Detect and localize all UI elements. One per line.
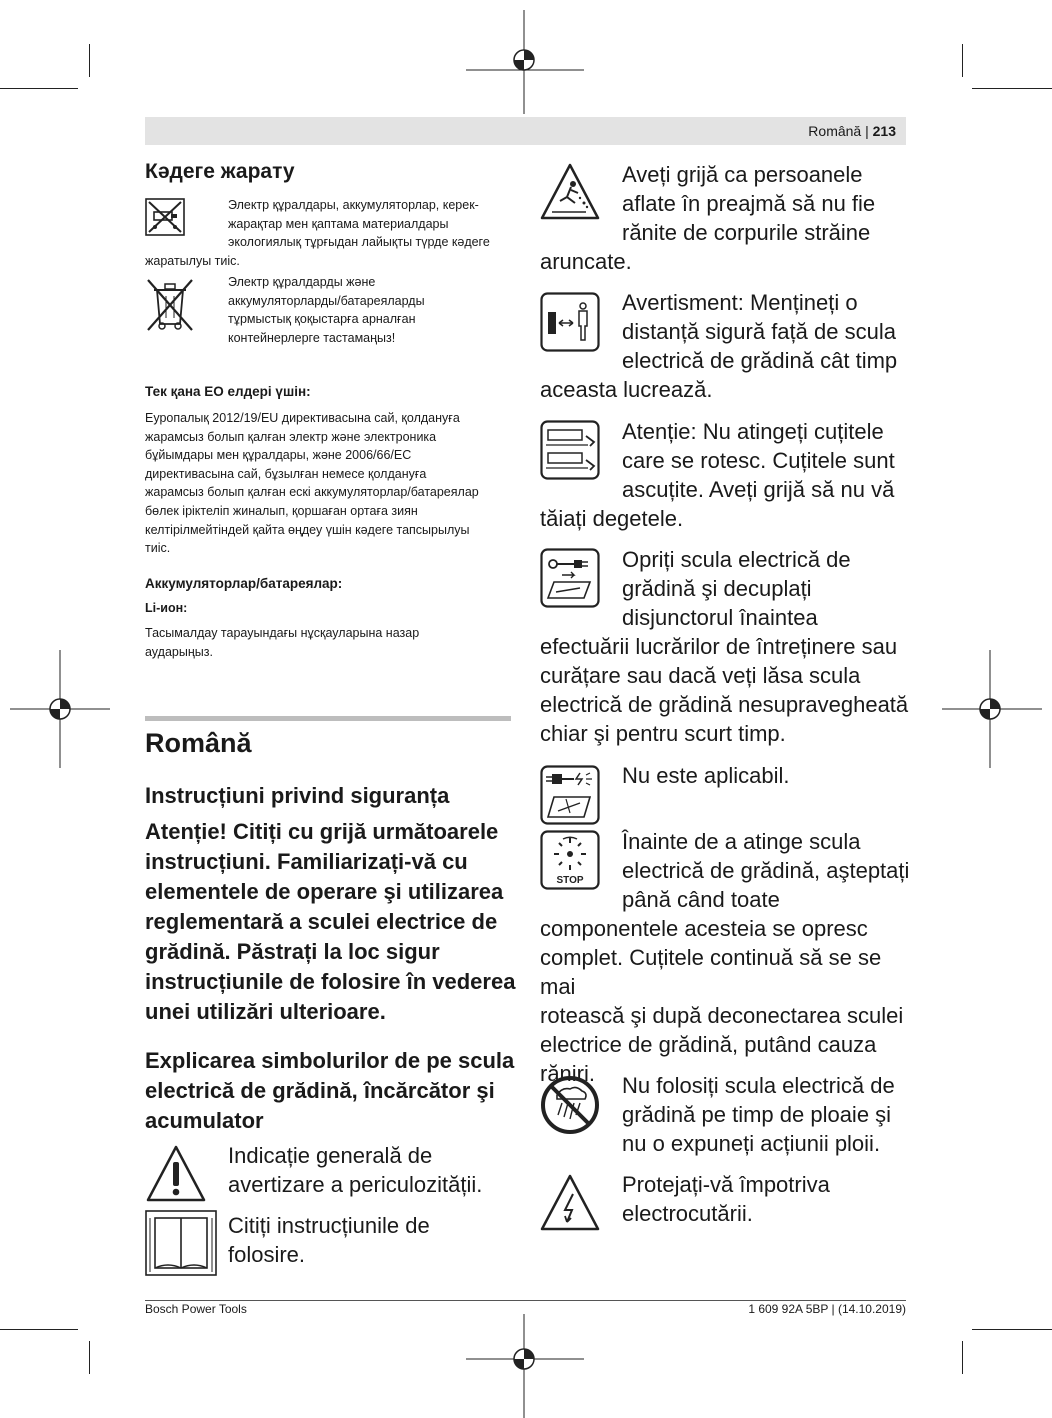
header-separator: | [865, 123, 869, 139]
disposal-heading: Кәдеге жарату [145, 160, 295, 183]
crossed-bin-icon [145, 278, 195, 332]
header-label [808, 117, 906, 145]
safety-heading: Instrucțiuni privind siguranța [145, 783, 450, 808]
romanian-title: Română [145, 728, 252, 758]
general-warning-text: Indicație generală de avertizare a periculozității. [228, 1143, 483, 1197]
registration-mark-right [942, 650, 1042, 768]
footer-brand: Bosch Power Tools [145, 1302, 247, 1316]
thrown-objects-text: Aveți grijă ca persoanele aflate în preajmă să nu fie rănite de corpurile străine aruncate. [540, 162, 876, 274]
footer-doc-id: 1 609 92A 5BP | (14.10.2019) [748, 1302, 906, 1316]
unplug-text: Opriți scula electrică de grădină şi decuplați disjunctorul înaintea efectuării lucrărilor de întreținere sau curățare sau dacă veți lăsa scula electrică de grădină nesupravegheată chiar şi pentru scurt timp. [540, 547, 909, 746]
header-section: Română [808, 123, 862, 139]
no-tool-disposal-icon [145, 198, 185, 236]
symbols-heading: Explicarea simbolurilor de pe scula electrică de grădină, încărcător şi acumulator [145, 1048, 515, 1133]
general-warning-icon [145, 1144, 207, 1204]
electrocution-text: Protejați-vă împotriva electrocutării. [622, 1172, 830, 1226]
rotating-blades-text: Atenție: Nu atingeți cuțitele care se rotesc. Cuțitele sunt ascuțite. Aveți grijă să nu vă tăiați degetele. [540, 419, 895, 531]
page-header [145, 117, 906, 145]
registration-mark-top [466, 10, 584, 114]
registration-mark-left [10, 650, 110, 768]
no-rain-text: Nu folosiți scula electrică de grădină pe timp de ploaie şi nu o expuneți acțiunii ploii. [622, 1073, 895, 1156]
disposal-text-1: Электр құралдары, аккумуляторлар, керек- жарақтар мен қаптама материалдары экологиялық тұрғыдан лайықты түрде кәдеге [228, 198, 490, 250]
stop-wait-text: Înainte de a atinge scula electrică de grădină, aşteptați până când toate componentele acesteia se opresc complet. Cuțitele continuă să se se mai rotească şi după deconectarea sculei electrice de grădină, putând cauza răniri. [540, 829, 910, 1086]
disposal-text-2: Электр құралдарды және аккумуляторларды/батареяларды тұрмыстық қоқыстарға арналған контейнерлерге тастамаңыз! [228, 275, 425, 345]
registration-mark-bottom [466, 1314, 584, 1418]
safety-warning: Atenție! Citiți cu grijă următoarele instrucțiuni. Familiarizați-vă cu elementele de operare şi utilizarea reglementară a sculei electrice de grădină. Păstrați la loc sigur instrucțiunile de folosire în vederea unei utilizări ulterioare. [145, 819, 516, 1024]
footer-divider [145, 1300, 906, 1301]
section-divider [145, 716, 511, 721]
eu-text: Еуропалық 2012/19/EU директивасына сай, қолдануға жарамсыз болып қалған электр және электроника бұйымдары мен құралдары, және 2006/66/EC директивасына сай, бұзылған немесе қолдануға жарамсыз болып қалған ескі аккумуляторлар/батареялар бөлек іріктеліп жиналып, қоршаған ортаға зиян келтірілмейтіндей қайта өңдеу үшін кәдеге тапсырылуы тиіс. [145, 411, 479, 556]
batteries-heading: Аккумуляторлар/батареялар: [145, 576, 343, 591]
page-number: 213 [872, 123, 896, 139]
liion-text: Тасымалдау тарауындағы нұсқауларына назар аударыңыз. [145, 626, 420, 659]
eu-heading: Тек қана ЕО елдері үшін: [145, 384, 311, 399]
read-manual-icon [145, 1210, 217, 1276]
read-manual-text: Citiți instrucțiunile de folosire. [228, 1213, 430, 1267]
disposal-text-1-end: жаратылуы тиіс. [145, 254, 240, 268]
stop-label: STOP [556, 875, 584, 886]
liion-heading: Li-ион: [145, 601, 188, 615]
safe-distance-text: Avertisment: Mențineți o distanță sigură față de scula electrică de grădină cât timp aceasta lucrează. [540, 290, 898, 402]
not-applicable-text: Nu este aplicabil. [622, 763, 790, 788]
